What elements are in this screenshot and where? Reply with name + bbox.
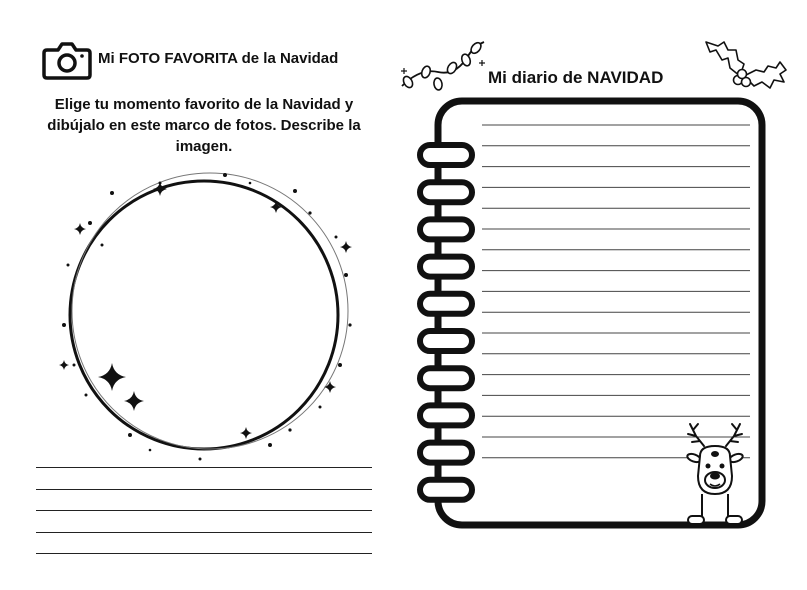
page-title-left: Mi FOTO FAVORITA de la Navidad: [98, 50, 339, 67]
sparkle-icon: [340, 241, 352, 253]
frame-outer-ring: [70, 181, 338, 449]
frame-dot: [67, 264, 70, 267]
spiral-ring: [420, 331, 472, 351]
christmas-lights-icon: [398, 38, 488, 98]
frame-dot: [73, 364, 76, 367]
spiral-ring: [420, 443, 472, 463]
frame-dot: [223, 173, 227, 177]
spiral-ring: [420, 294, 472, 314]
camera-icon: [42, 40, 92, 80]
sparkle-icon: [74, 223, 86, 235]
writing-line[interactable]: [36, 553, 372, 554]
frame-dot: [308, 211, 311, 214]
instructions-text: Elige tu momento favorito de la Navidad y dibújalo en este marco de fotos. Describe la imagen.: [47, 96, 361, 155]
spiral-ring: [420, 405, 472, 425]
frame-dot: [101, 244, 104, 247]
sparkle-icon: [59, 360, 69, 370]
sparkle-icon: [124, 391, 144, 411]
frame-dot: [199, 458, 202, 461]
writing-line[interactable]: [36, 510, 372, 511]
frame-dot: [293, 189, 297, 193]
frame-dot: [338, 363, 342, 367]
spiral-ring: [420, 480, 472, 500]
frame-dot: [62, 323, 66, 327]
frame-dot: [88, 221, 92, 225]
frame-dot: [128, 433, 132, 437]
writing-line[interactable]: [36, 489, 372, 490]
reindeer-icon: [680, 416, 750, 528]
frame-dot: [319, 406, 322, 409]
frame-dot: [344, 273, 348, 277]
writing-line[interactable]: [36, 467, 372, 468]
spiral-ring: [420, 368, 472, 388]
frame-dot: [268, 443, 272, 447]
frame-dot: [288, 428, 291, 431]
photo-frame[interactable]: [50, 165, 370, 465]
spiral-ring: [420, 219, 472, 239]
spiral-ring: [420, 257, 472, 277]
sparkle-icon: [98, 363, 126, 391]
frame-dot: [149, 449, 152, 452]
holly-icon: [700, 38, 790, 98]
sparkle-icon: [240, 427, 252, 439]
spiral-ring: [420, 182, 472, 202]
page-title-right: Mi diario de NAVIDAD: [488, 68, 664, 87]
writing-line[interactable]: [36, 532, 372, 533]
frame-dot: [249, 182, 252, 185]
spiral-ring: [420, 145, 472, 165]
frame-dot: [85, 394, 88, 397]
sparkle-icon: [324, 381, 336, 393]
sparkle-icon: [270, 201, 282, 213]
frame-dot: [110, 191, 114, 195]
frame-dot: [335, 236, 338, 239]
frame-dot: [348, 323, 351, 326]
